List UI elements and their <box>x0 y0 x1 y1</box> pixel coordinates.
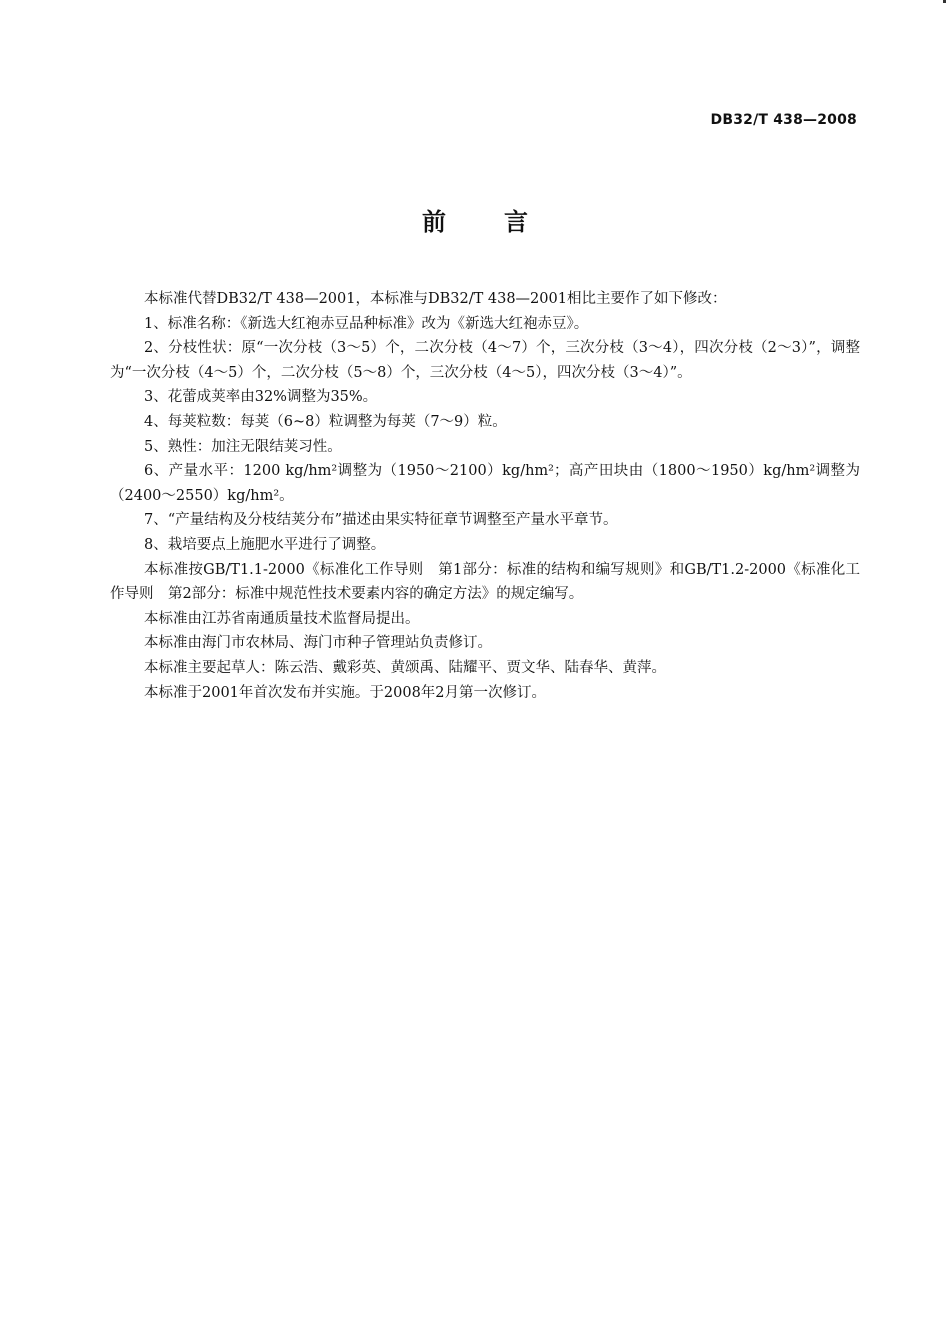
paragraph-reviser: 本标准由海门市农林局、海门市种子管理站负责修订。 <box>144 635 492 652</box>
standard-code: DB32/T 438—2008 <box>710 112 857 128</box>
paragraph-intro: 本标准代替DB32/T 438—2001，本标准与DB32/T 438—2001相比主要作了如下修改： <box>144 291 727 307</box>
paragraph-item-8: 8、栽培要点上施肥水平进行了调整。 <box>144 536 386 553</box>
paragraph-item-4: 4、每荚粒数：每荚（6~8）粒调整为每荚（7～9）粒。 <box>144 413 507 430</box>
paragraph-history: 本标准于2001年首次发布并实施。于2008年2月第一次修订。 <box>144 684 547 701</box>
paragraph-item-5: 5、熟性：加注无限结荚习性。 <box>144 438 342 455</box>
paragraph-drafting-rules: 本标准按GB/T1.1-2000《标准化工作导则 第1部分：标准的结构和编写规则》和GB/T1.2-2000《标准化工作导则 第2部分：标准中规范性技术要素内容的确定方法》的规定编写。 <box>110 561 860 603</box>
page-title: 前言 <box>422 208 586 236</box>
paragraph-item-7: 7、“产量结构及分枝结荚分布”描述由果实特征章节调整至产量水平章节。 <box>144 512 618 529</box>
paragraph-item-6: 6、产量水平：1200 kg/hm²调整为（1950～2100）kg/hm²；高产田块由（1800～1950）kg/hm²调整为（2400～2550）kg/hm²。 <box>110 463 860 504</box>
foreword-body <box>110 287 860 705</box>
paragraph-item-2: 2、分枝性状：原“一次分枝（3～5）个，二次分枝（4～7）个，三次分枝（3～4），四次分枝（2～3）”，调整为“一次分枝（4～5）个，二次分枝（5～8）个，三次分枝（4～5），四次分枝（3～4）”。 <box>110 340 860 381</box>
paragraph-drafters: 本标准主要起草人：陈云浩、戴彩英、黄颂禹、陆耀平、贾文华、陆春华、黄萍。 <box>144 659 666 676</box>
paragraph-item-3: 3、花蕾成荚率由32%调整为35%。 <box>144 389 378 406</box>
corner-mark <box>943 0 946 3</box>
paragraph-proposer: 本标准由江苏省南通质量技术监督局提出。 <box>144 610 420 627</box>
paragraph-item-1: 1、标准名称：《新选大红袍赤豆品种标准》改为《新选大红袍赤豆》。 <box>144 315 589 332</box>
